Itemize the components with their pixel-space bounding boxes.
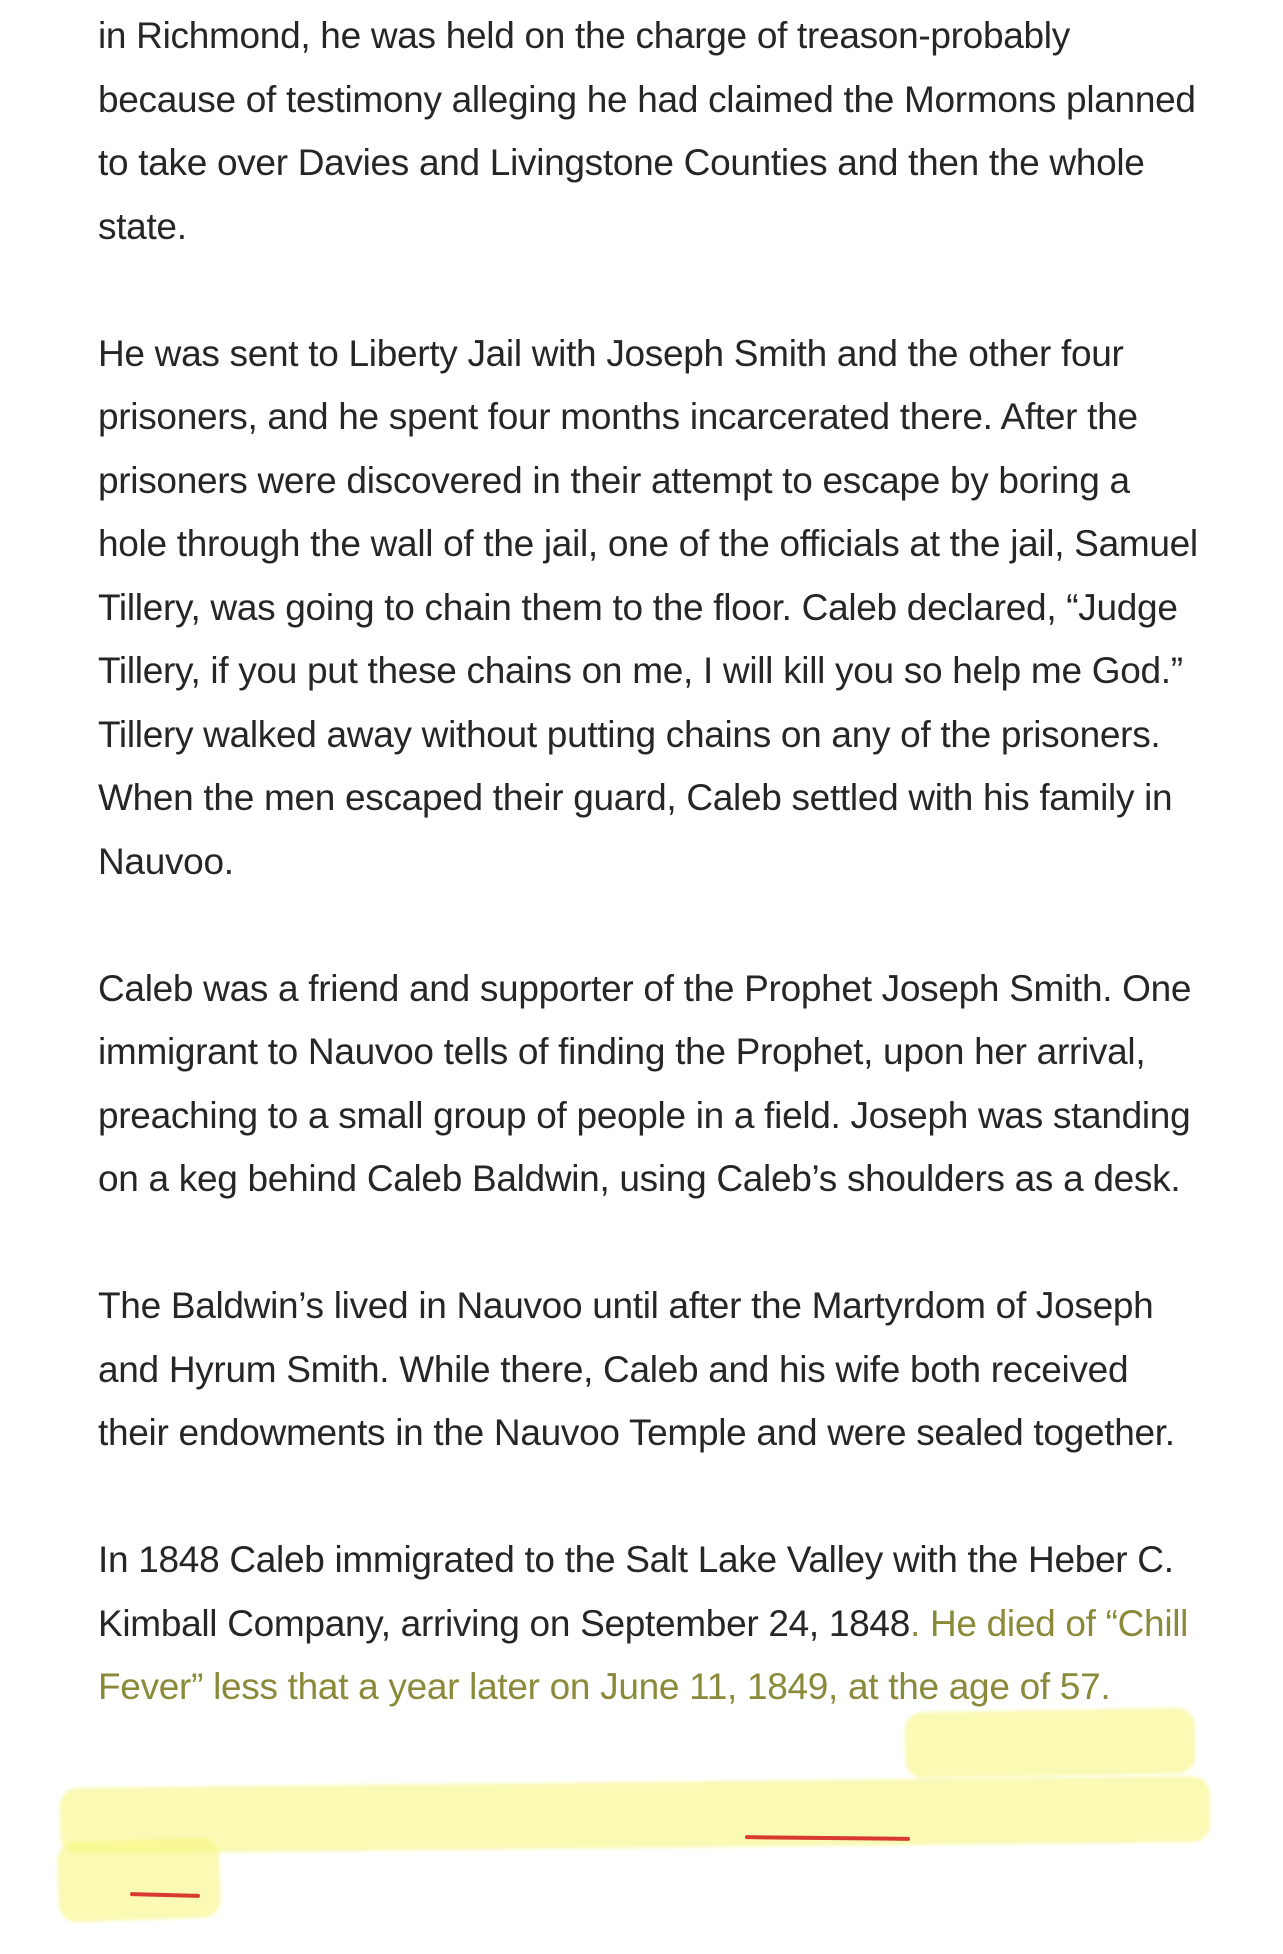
highlighted-text: . He died of “Chill Fever” less that a year later on June 11, 1849, at the age of 57. bbox=[98, 1602, 1189, 1707]
paragraph-text: In 1848 Caleb immigrated to the Salt Lake Valley with the Heber C. Kimball Company, arriving on September 24, 1848 bbox=[98, 1539, 1174, 1644]
paragraph: in Richmond, he was held on the charge of treason-probably because of testimony alleging he had claimed the Mormons planned to take over Davies and Livingstone Counties and then the whole state. bbox=[98, 15, 1196, 247]
paragraph-final bbox=[98, 1528, 1208, 1719]
paragraph: He was sent to Liberty Jail with Joseph Smith and the other four prisoners, and he spent four months incarcerated there. After the prisoners were discovered in their attempt to escape by boring a hole through the wall of the jail, one of the officials at the jail, Samuel Tillery, was going to chain them to the floor. Caleb declared, “Judge Tillery, if you put these chains on me, I will kill you so help me God.” Tillery walked away without putting chains on any of the prisoners. When the men escaped their guard, Caleb settled with his family in Nauvoo. bbox=[98, 332, 1198, 882]
article-body bbox=[98, 4, 1208, 1782]
paragraph: The Baldwin’s lived in Nauvoo until after the Martyrdom of Joseph and Hyrum Smith. While there, Caleb and his wife both received their endowments in the Nauvoo Temple and were sealed together. bbox=[98, 1285, 1175, 1453]
yellow-highlight-mark bbox=[57, 1837, 222, 1923]
yellow-highlight-mark bbox=[60, 1776, 1211, 1854]
paragraph: Caleb was a friend and supporter of the Prophet Joseph Smith. One immigrant to Nauvoo tells of finding the Prophet, upon her arrival, preaching to a small group of people in a field. Joseph was standing on a keg behind Caleb Baldwin, using Caleb’s shoulders as a desk. bbox=[98, 967, 1192, 1199]
